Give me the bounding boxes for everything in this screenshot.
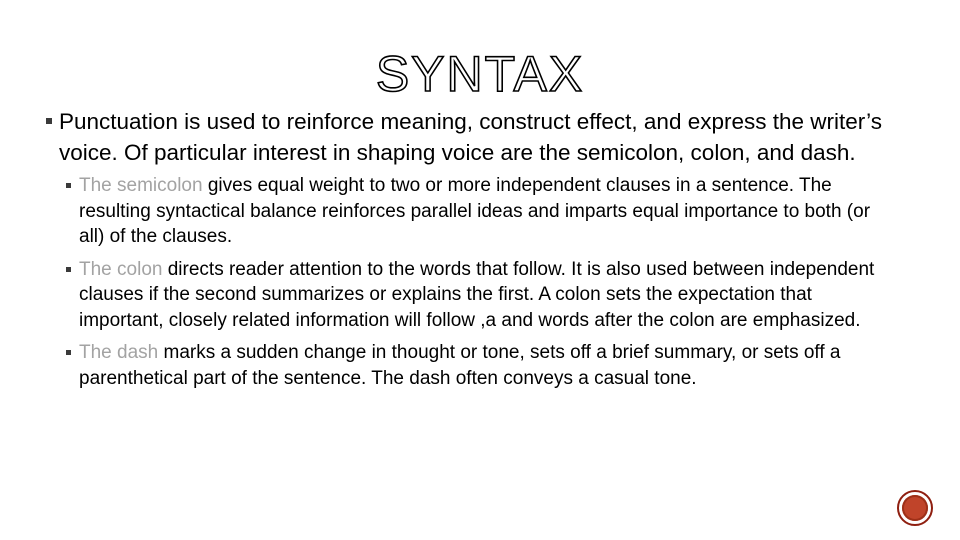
main-point-text: Punctuation is used to reinforce meaning, construct effect, and express the writer’s voice. Of particular interest in shaping voice are the semicolon, colon, and dash.	[59, 109, 882, 165]
circle-badge-icon	[897, 490, 933, 526]
square-bullet-icon	[66, 350, 71, 355]
sub-bullet-colon	[64, 257, 884, 334]
sub-bullet-list	[64, 173, 884, 391]
square-bullet-icon	[66, 183, 71, 188]
sub-point-text: gives equal weight to two or more independent clauses in a sentence. The resulting syntactical balance reinforces parallel ideas and imparts equal importance to both (or all) of the clauses.	[79, 175, 871, 247]
main-bullet-point	[44, 106, 884, 168]
sub-point-term: colon	[117, 258, 163, 280]
sub-point-text: marks a sudden change in thought or tone, sets off a brief summary, or sets off a parenthetical part of the sentence. The dash often conveys a casual tone.	[79, 342, 841, 389]
slide-body	[44, 106, 884, 398]
sub-point-text: directs reader attention to the words that follow. It is also used between independent clauses if the second summarizes or explains the first. A colon sets the expectation that important, closely related information will follow ,a and words after the colon are emphasized.	[79, 258, 875, 331]
sub-bullet-semicolon	[64, 173, 884, 250]
sub-point-prefix: The	[79, 258, 118, 280]
sub-point-prefix: The	[79, 342, 118, 363]
square-bullet-icon	[66, 267, 71, 272]
title-area	[0, 46, 960, 102]
slide-title: SYNTAX	[375, 46, 585, 102]
sub-point-term: dash	[117, 342, 159, 363]
sub-point-prefix: The	[79, 175, 118, 196]
badge-inner-circle	[902, 495, 928, 521]
sub-bullet-dash	[64, 340, 884, 391]
sub-point-term: semicolon	[117, 175, 203, 196]
square-bullet-icon	[46, 118, 52, 124]
